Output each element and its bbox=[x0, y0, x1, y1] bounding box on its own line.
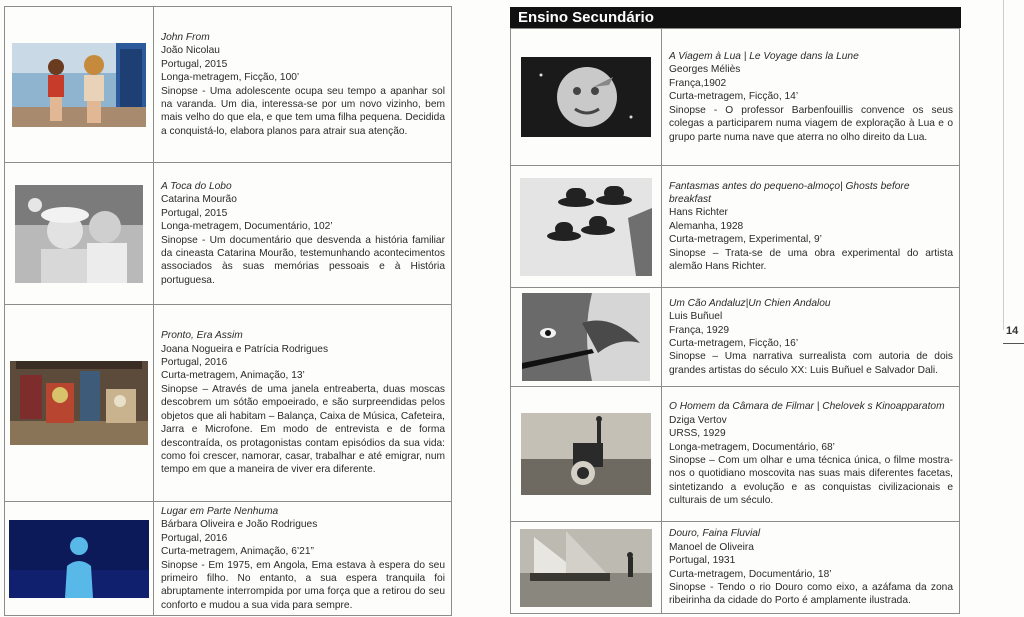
right-page bbox=[470, 0, 1024, 617]
film-row bbox=[511, 288, 960, 387]
film-synopsis: Sinopse – Uma narrativa surrealista com autoria de dois grandes artistas do século XX: Luis Buñuel e Salvador Dali. bbox=[669, 351, 953, 376]
film-info bbox=[154, 163, 452, 305]
film-still-image bbox=[520, 178, 652, 276]
film-thumbnail-cell bbox=[511, 288, 662, 387]
film-director: João Nicolau bbox=[161, 45, 220, 57]
film-thumbnail-cell bbox=[5, 305, 154, 502]
film-row bbox=[5, 305, 452, 502]
film-director: Hans Richter bbox=[669, 207, 728, 219]
film-row bbox=[511, 29, 960, 166]
film-synopsis: Sinopse – Com um olhar e uma técnica única, o filme mostra-nos o quotidiano moscovita nas suas mais diferentes facetas, sintetizando a evolução e as conquistas civilizacionais e culturais de um século. bbox=[669, 455, 953, 507]
film-thumbnail-cell bbox=[511, 387, 662, 522]
film-table-left bbox=[4, 6, 452, 616]
film-synopsis: Sinopse - O professor Barbenfouillis convence os seus colegas a participarem numa viagem de exploração à Lua e o grupo parte numa nave que aterra no olho direito da Lua. bbox=[669, 104, 953, 143]
film-title: Douro, Faina Fluvial bbox=[669, 528, 761, 540]
film-still-image bbox=[522, 293, 650, 381]
film-synopsis: Sinopse - Uma adolescente ocupa seu tempo a apanhar sol na varanda. Um dia, interessa-se por um novo vizinho, bem mais velho do que ela, e que tem uma filha pequena. Decidida a conquistá-lo, elabora planos para atrair sua atenção. bbox=[161, 85, 445, 137]
film-title: John From bbox=[161, 31, 210, 43]
film-format: Curta-metragem, Ficção, 16’ bbox=[669, 338, 799, 349]
film-still-image bbox=[15, 185, 143, 283]
film-format: Curta-metragem, Animação, 13’ bbox=[161, 370, 305, 382]
film-synopsis: Sinopse - Em 1975, em Angola, Ema estava à espera do seu primeiro filho. No entanto, a sua espera tranquila foi abruptamente interrompida por uma força que a retirou do seu conforto e mudou a sua vida para sempre. bbox=[161, 559, 445, 611]
film-director: Joana Nogueira e Patrícia Rodrigues bbox=[161, 343, 329, 355]
film-still-image bbox=[521, 413, 651, 495]
film-info bbox=[662, 288, 960, 387]
film-director: Catarina Mourão bbox=[161, 194, 237, 206]
film-format: Curta-metragem, Animação, 6’21” bbox=[161, 546, 314, 558]
film-still-image bbox=[521, 57, 651, 137]
film-director: Dziga Vertov bbox=[669, 414, 727, 426]
film-director: Georges Méliès bbox=[669, 64, 741, 76]
film-info bbox=[662, 522, 960, 614]
film-origin: Portugal, 1931 bbox=[669, 555, 736, 567]
film-info bbox=[662, 387, 960, 522]
film-format: Longa-metragem, Ficção, 100’ bbox=[161, 72, 300, 84]
film-row bbox=[511, 166, 960, 288]
film-row bbox=[511, 522, 960, 614]
page-number-rule bbox=[1003, 343, 1024, 344]
film-row bbox=[511, 387, 960, 522]
film-origin: França, 1929 bbox=[669, 324, 730, 336]
section-title: Ensino Secundário bbox=[510, 7, 961, 28]
film-origin: Portugal, 2015 bbox=[161, 207, 228, 219]
film-synopsis: Sinopse – Através de uma janela entreaberta, duas moscas descobrem um sótão empoeirado, e são surpreendidas pelos objetos que ali habitam – Balança, Caixa de Música, Cafeteira, Jarra e Microfone. Em modo de entrevista e de forma descontraída, os protagonistas contam episódios da sua vida: como foi crescer, namorar, casar, trabalhar e até emigrar, num tempo em que a maneira de viver era diferente. bbox=[161, 383, 445, 476]
film-thumbnail-cell bbox=[511, 166, 662, 288]
film-origin: Portugal, 2015 bbox=[161, 58, 228, 70]
film-title: Um Cão Andaluz|Un Chien Andalou bbox=[669, 297, 831, 309]
film-row bbox=[5, 502, 452, 616]
film-director: Manoel de Oliveira bbox=[669, 541, 754, 553]
film-title: O Homem da Câmara de Filmar | Chelovek s Kinoapparatom bbox=[669, 401, 945, 413]
film-thumbnail-cell bbox=[5, 163, 154, 305]
film-row bbox=[5, 7, 452, 163]
film-format: Curta-metragem, Experimental, 9’ bbox=[669, 234, 822, 246]
film-origin: Portugal, 2016 bbox=[161, 532, 228, 544]
film-thumbnail-cell bbox=[5, 7, 154, 163]
film-still-image bbox=[9, 520, 149, 598]
film-table-right bbox=[510, 28, 960, 614]
film-info bbox=[154, 502, 452, 616]
film-synopsis: Sinopse – Trata-se de uma obra experimental do artista alemão Hans Richter. bbox=[669, 247, 953, 273]
left-page bbox=[0, 0, 470, 617]
film-title: Pronto, Era Assim bbox=[161, 330, 243, 342]
film-thumbnail-cell bbox=[511, 522, 662, 614]
page-number: 14 bbox=[1006, 325, 1019, 337]
film-thumbnail-cell bbox=[5, 502, 154, 616]
film-info bbox=[662, 29, 960, 166]
film-still-image bbox=[10, 361, 148, 445]
film-director: Bárbara Oliveira e João Rodrigues bbox=[161, 519, 318, 531]
film-director: Luis Buñuel bbox=[669, 311, 723, 323]
page-edge-line bbox=[1003, 0, 1004, 330]
film-origin: URSS, 1929 bbox=[669, 428, 726, 440]
film-thumbnail-cell bbox=[511, 29, 662, 166]
film-title: Lugar em Parte Nenhuma bbox=[161, 506, 279, 517]
film-still-image bbox=[12, 43, 146, 127]
film-origin: Portugal, 2016 bbox=[161, 357, 228, 369]
film-info bbox=[154, 7, 452, 163]
film-origin: Alemanha, 1928 bbox=[669, 220, 744, 232]
film-info bbox=[154, 305, 452, 502]
film-title: Fantasmas antes do pequeno-almoço| Ghosts before breakfast bbox=[669, 180, 910, 205]
film-info bbox=[662, 166, 960, 288]
film-synopsis: Sinopse - Um documentário que desvenda a história familiar da cineasta Catarina Mourão, testemunhando acontecimentos associados às suas memórias pessoais e à História portuguesa. bbox=[161, 234, 445, 286]
film-title: A Viagem à Lua | Le Voyage dans la Lune bbox=[669, 51, 859, 63]
film-title: A Toca do Lobo bbox=[161, 180, 232, 192]
film-format: Longa-metragem, Documentário, 102’ bbox=[161, 221, 333, 233]
film-row bbox=[5, 163, 452, 305]
film-synopsis: Sinopse - Tendo o rio Douro como eixo, a azáfama da zona ribeirinha da cidade do Porto é amplamente ilustrada. bbox=[669, 581, 953, 607]
film-still-image bbox=[520, 529, 652, 607]
film-format: Longa-metragem, Documentário, 68’ bbox=[669, 441, 835, 453]
film-origin: França,1902 bbox=[669, 77, 727, 89]
film-format: Curta-metragem, Ficção, 14’ bbox=[669, 91, 799, 103]
film-format: Curta-metragem, Documentário, 18’ bbox=[669, 568, 832, 580]
